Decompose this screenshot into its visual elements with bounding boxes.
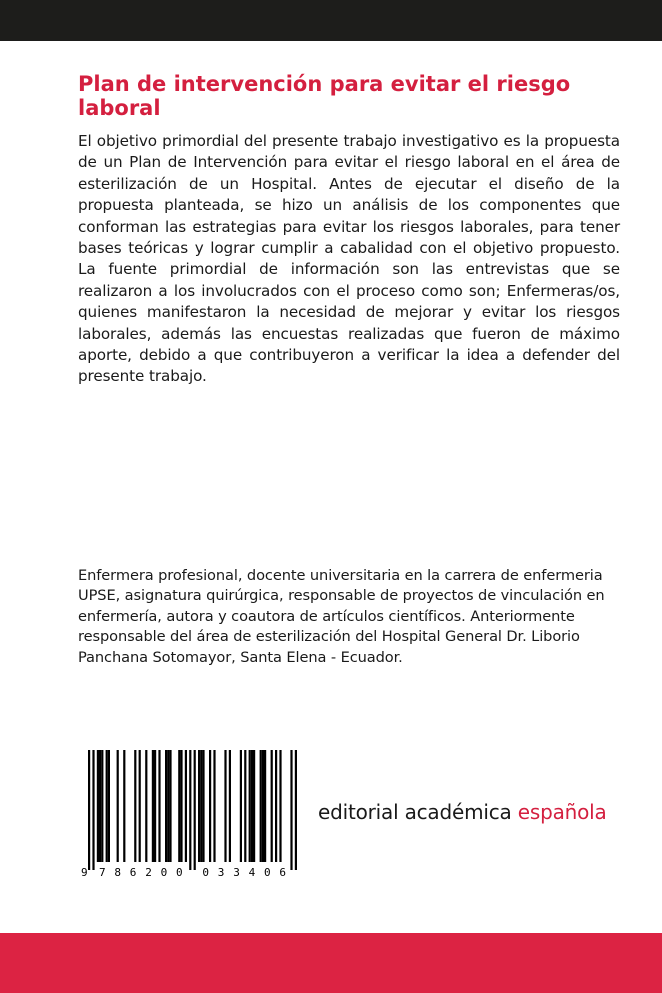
barcode-digit: 0	[202, 866, 210, 879]
barcode-bar	[185, 750, 187, 862]
barcode-digit: 0	[175, 866, 183, 879]
top-band	[0, 0, 662, 41]
barcode-bar	[224, 750, 226, 862]
barcode-bar	[279, 750, 281, 862]
barcode-bar	[134, 750, 136, 862]
barcode-bar	[202, 750, 204, 862]
barcode-digit: 0	[160, 866, 168, 879]
barcode-digit: 3	[233, 866, 240, 879]
barcode-bar	[229, 750, 231, 862]
barcode-bar	[178, 750, 180, 862]
barcode-bar	[92, 750, 94, 870]
barcode-bar	[169, 750, 171, 862]
barcode-bar	[97, 750, 99, 862]
barcode-bar	[209, 750, 211, 862]
publisher-logo	[318, 800, 607, 824]
barcode-bar	[249, 750, 251, 862]
barcode-bar	[275, 750, 277, 862]
barcode-bar	[251, 750, 253, 862]
barcode-bar	[108, 750, 110, 862]
barcode-bar	[213, 750, 215, 862]
barcode-bar	[99, 750, 101, 862]
book-title: Plan de intervención para evitar el riesgo laboral	[78, 72, 571, 120]
barcode-bar	[165, 750, 167, 862]
barcode-digit: 6	[279, 866, 287, 879]
barcode-bar	[200, 750, 202, 862]
barcode-digit: 8	[114, 866, 122, 879]
barcode-bar	[244, 750, 246, 862]
barcode-digit: 6	[129, 866, 137, 879]
barcode-bar	[139, 750, 141, 862]
barcode-digit: 9	[81, 866, 88, 879]
barcode-digit: 0	[263, 866, 271, 879]
barcode-bar	[194, 750, 196, 870]
barcode-digit: 4	[248, 866, 256, 879]
barcode-bar	[101, 750, 103, 862]
barcode-bar	[88, 750, 90, 870]
barcode-bar	[295, 750, 297, 870]
barcode-bar	[189, 750, 191, 870]
barcode-digit: 2	[145, 866, 152, 879]
barcode-digit: 3	[217, 866, 225, 879]
barcode-bar	[260, 750, 262, 862]
barcode-bar	[123, 750, 125, 862]
isbn-barcode	[78, 748, 308, 880]
barcode-bar	[180, 750, 182, 862]
barcode-digit: 7	[98, 866, 106, 879]
barcode-bar	[198, 750, 200, 862]
barcode-bar	[271, 750, 273, 862]
barcode-bar	[158, 750, 160, 862]
publisher-name-accent: española	[517, 800, 607, 824]
barcode-bar	[117, 750, 119, 862]
barcode-bar	[152, 750, 154, 862]
publisher-name: editorial académica	[318, 800, 512, 824]
barcode-bar	[145, 750, 147, 862]
barcode-bar	[262, 750, 264, 862]
barcode-bar	[264, 750, 266, 862]
bottom-band	[0, 933, 662, 993]
author-bio: Enfermera profesional, docente universitaria en la carrera de enfermeria UPSE, asignatura quirúrgica, responsable de proyectos de vinculación en enfermería, autora y coautora de artículos científicos. Anteriormente responsable del área de esterilización del Hospital General Dr. Liborio Panchana Sotomayor, Santa Elena - Ecuador.	[78, 567, 605, 666]
barcode-bar	[253, 750, 255, 862]
barcode-bar	[106, 750, 108, 862]
barcode-bar	[154, 750, 156, 862]
barcode-bar	[240, 750, 242, 862]
barcode-bar	[290, 750, 292, 870]
book-abstract: El objetivo primordial del presente trabajo investigativo es la propuesta de un Plan de Intervención para evitar el riesgo laboral en el área de esterilización de un Hospital. Antes de ejecutar el diseño de la propuesta planteada, se hizo un análisis de los componentes que conforman las estrategias para evitar los riesgos laborales, para tener bases teóricas y lograr cumplir a cabalidad con el objetivo propuesto. La fuente primordial de información son las entrevistas que se realizaron a los involucrados con el proceso como son; Enfermeras/os, quienes manifestaron la necesidad de mejorar y evitar los riesgos laborales, además las encuestas realizadas que fueron de máximo aporte, debido a que contribuyeron a verificar la idea a defender del presente trabajo.	[78, 132, 620, 386]
barcode-bar	[167, 750, 169, 862]
